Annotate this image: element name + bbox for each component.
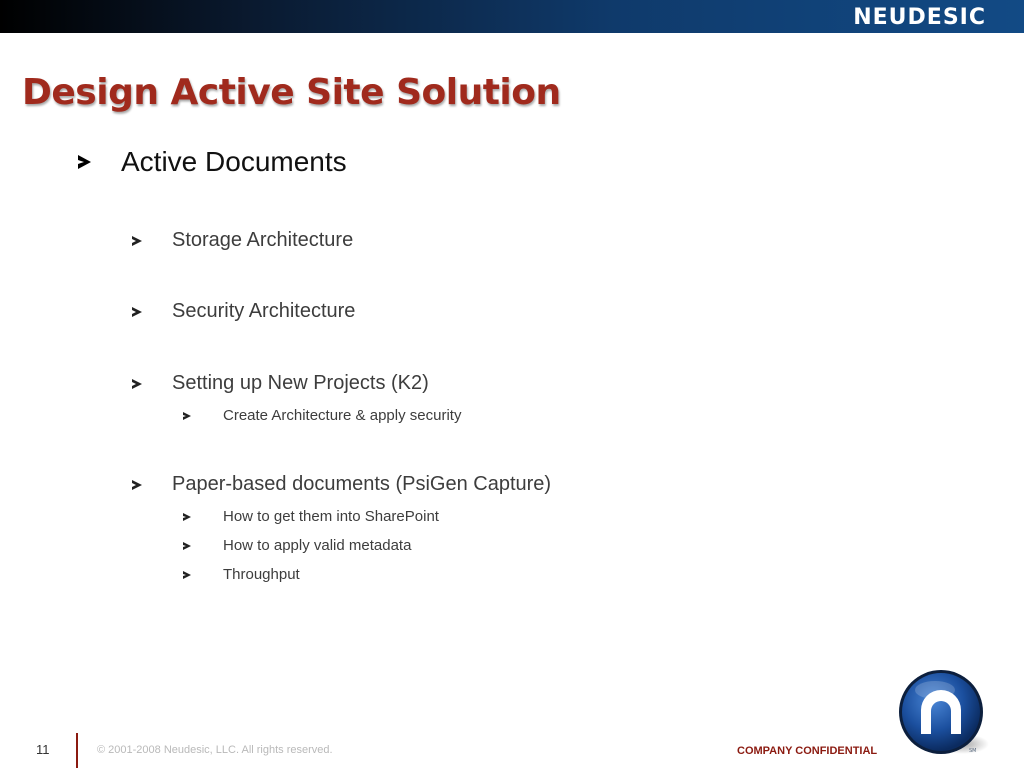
bullet-level-1 bbox=[78, 146, 347, 178]
page-number: 11 bbox=[36, 742, 50, 757]
sub-bullet-label: How to get them into SharePoint bbox=[223, 508, 439, 525]
arrow-bullet-icon bbox=[132, 236, 142, 246]
confidential-label: COMPANY CONFIDENTIAL bbox=[737, 745, 878, 757]
bullet-label: Paper-based documents (PsiGen Capture) bbox=[172, 473, 552, 495]
header-bar bbox=[0, 0, 1024, 33]
arrow-bullet-icon bbox=[132, 307, 142, 317]
arrow-bullet-icon bbox=[183, 571, 191, 579]
bullet-label: Storage Architecture bbox=[172, 229, 354, 251]
footer-divider bbox=[76, 733, 78, 768]
brand-logo: NEUDESIC bbox=[853, 4, 986, 30]
bullet-security bbox=[132, 300, 355, 323]
arrow-bullet-icon bbox=[78, 155, 91, 169]
arrow-bullet-icon bbox=[183, 412, 191, 420]
bullet-label: Setting up New Projects (K2) bbox=[172, 372, 429, 394]
arrow-bullet-icon bbox=[183, 542, 191, 550]
slide-title: Design Active Site Solution bbox=[22, 72, 561, 113]
arrow-bullet-icon bbox=[183, 513, 191, 521]
sub-bullet-label: Throughput bbox=[223, 566, 300, 583]
sub-bullet-label: How to apply valid metadata bbox=[223, 537, 412, 554]
bullet-paper-documents bbox=[132, 473, 551, 496]
bullet-projects bbox=[132, 372, 429, 395]
service-mark-label: SM bbox=[969, 748, 977, 754]
bullet-label: Security Architecture bbox=[172, 300, 356, 322]
arrow-bullet-icon bbox=[132, 480, 142, 490]
copyright-text: © 2001-2008 Neudesic, LLC. All rights reserved. bbox=[97, 744, 333, 756]
arrow-bullet-icon bbox=[132, 379, 142, 389]
sub-bullet-label: Create Architecture & apply security bbox=[223, 407, 462, 424]
sub-bullet-sharepoint bbox=[183, 508, 439, 525]
neudesic-logo-icon bbox=[897, 668, 989, 760]
bullet-storage bbox=[132, 229, 353, 252]
sub-bullet-create-architecture bbox=[183, 407, 461, 424]
sub-bullet-metadata bbox=[183, 537, 411, 554]
sub-bullet-throughput bbox=[183, 566, 300, 583]
bullet-label: Active Documents bbox=[121, 146, 347, 177]
